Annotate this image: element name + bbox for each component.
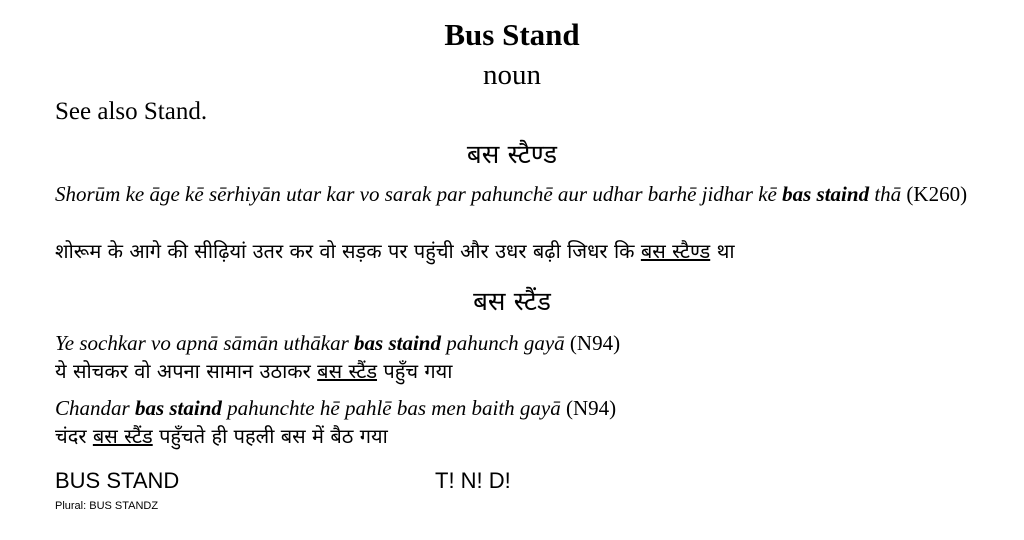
devanagari-underlined-term: बस स्टैण्ड	[640, 239, 711, 263]
example-transliteration	[55, 331, 1005, 355]
see-also-note: See also Stand.	[55, 98, 208, 125]
example-devanagari	[55, 358, 452, 384]
plural-note: Plural: BUS STANDZ	[55, 500, 159, 512]
translit-bold-term: bas staind	[134, 396, 222, 420]
source-reference: (N94)	[564, 331, 621, 355]
devanagari-text: ये सोचकर वो अपना सामान उठाकर	[55, 359, 318, 383]
devanagari-underlined-term: बस स्टैंड	[317, 359, 378, 383]
translit-text: Shorūm ke āge kē sērhiyān utar kar vo sarak par pahunchē aur udhar barhē jidhar kē	[55, 182, 783, 206]
translit-text: thā	[869, 182, 902, 206]
example-devanagari	[55, 423, 388, 449]
entry-headword: Bus Stand	[444, 17, 580, 52]
devanagari-text: पहुँचते ही पहली बस में बैठ गया	[152, 424, 388, 448]
devanagari-heading-1: बस स्टैण्ड	[466, 140, 558, 170]
part-of-speech: noun	[483, 59, 541, 91]
phonetic-code: T! N! D!	[435, 468, 511, 493]
devanagari-heading-2: बस स्टैंड	[473, 287, 551, 317]
example-devanagari	[55, 238, 735, 264]
translit-bold-term: bas staind	[782, 182, 870, 206]
devanagari-text: पहुँच गया	[377, 359, 453, 383]
devanagari-underlined-term: बस स्टैंड	[92, 424, 153, 448]
devanagari-text: शोरूम के आगे की सीढ़ियां उतर कर वो सड़क पर पहुंची और उधर बढ़ी जिधर कि	[55, 239, 641, 263]
translit-text: Chandar	[55, 396, 135, 420]
example-transliteration	[55, 396, 1005, 420]
translit-bold-term: bas staind	[354, 331, 441, 355]
example-transliteration	[55, 182, 1005, 206]
translit-text: pahunch gayā	[441, 331, 565, 355]
translit-text: Ye sochkar vo apnā sāmān uthākar	[55, 331, 355, 355]
source-reference: (K260)	[901, 182, 968, 206]
translit-text: pahunchte hē pahlē bas men baith gayā	[221, 396, 561, 420]
devanagari-text: चंदर	[55, 424, 93, 448]
romanized-form: BUS STAND	[55, 468, 180, 493]
source-reference: (N94)	[560, 396, 617, 420]
devanagari-text: था	[710, 239, 735, 263]
